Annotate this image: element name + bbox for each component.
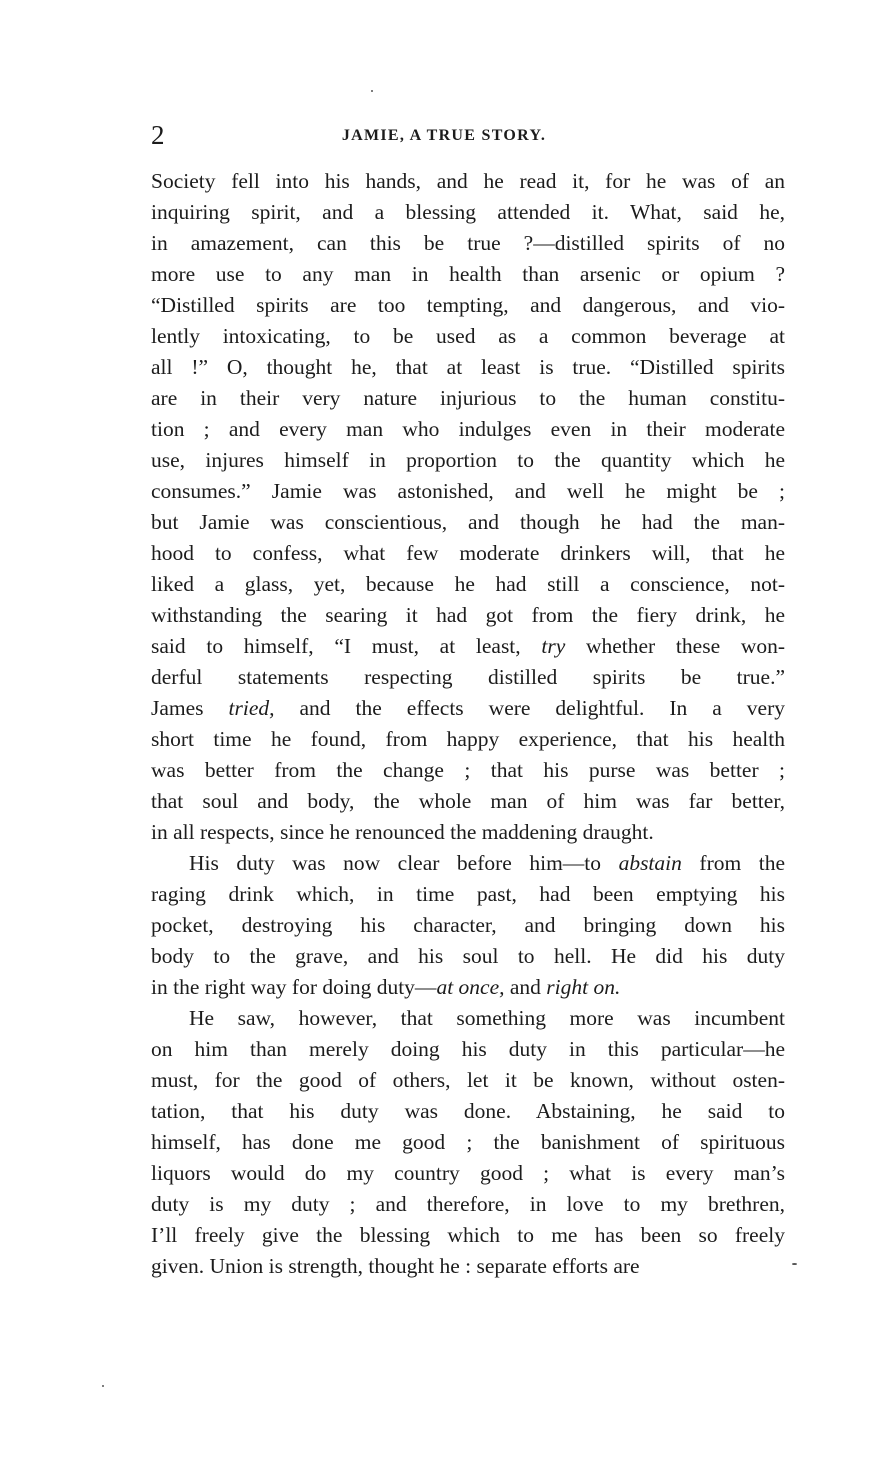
- italic-text: right on.: [546, 975, 621, 999]
- text-line: [151, 476, 785, 507]
- text-line: [151, 414, 785, 445]
- body-text: [151, 166, 785, 1282]
- text-line: [151, 290, 785, 321]
- ink-speck: [102, 1385, 104, 1387]
- text-line: [151, 910, 785, 941]
- text-line: [151, 383, 785, 414]
- text-span: and: [504, 975, 547, 999]
- ink-speck: [371, 90, 373, 92]
- text-span: in the right way for doing duty—: [151, 975, 437, 999]
- text-line: [151, 1065, 785, 1096]
- running-title: JAMIE, A TRUE STORY.: [341, 127, 547, 144]
- text-span: whether these won-: [565, 634, 786, 658]
- text-span: He saw, however, that something more was incumbent: [189, 1006, 785, 1030]
- text-line: [151, 1096, 785, 1127]
- text-span: “Distilled spirits are too tempting, and dangerous, and vio-: [151, 293, 785, 317]
- text-span: said to himself, “I must, at least,: [151, 634, 542, 658]
- text-span: from the: [681, 851, 785, 875]
- text-line: [151, 972, 785, 1003]
- text-line: [151, 197, 785, 228]
- text-line: [151, 259, 785, 290]
- text-span: are in their very nature injurious to the human constitu-: [151, 386, 785, 410]
- text-span: given. Union is strength, thought he : separate efforts are: [151, 1254, 640, 1278]
- text-span: consumes.” Jamie was astonished, and well he might be ;: [151, 479, 785, 503]
- text-line: [151, 879, 785, 910]
- text-line: [151, 507, 785, 538]
- text-line: [151, 321, 785, 352]
- text-line: [151, 352, 785, 383]
- text-span: His duty was now clear before him—to: [189, 851, 619, 875]
- text-line: [151, 569, 785, 600]
- text-span: must, for the good of others, let it be known, without osten-: [151, 1068, 785, 1092]
- text-span: body to the grave, and his soul to hell. He did his duty: [151, 944, 785, 968]
- text-line: [151, 1127, 785, 1158]
- text-line: [151, 724, 785, 755]
- text-span: hood to confess, what few moderate drinkers will, that he: [151, 541, 785, 565]
- text-span: Society fell into his hands, and he read it, for he was of an: [151, 169, 785, 193]
- text-span: was better from the change ; that his purse was better ;: [151, 758, 785, 782]
- text-span: James: [151, 696, 229, 720]
- text-span: duty is my duty ; and therefore, in love to my brethren,: [151, 1192, 785, 1216]
- text-span: on him than merely doing his duty in this particular—he: [151, 1037, 785, 1061]
- text-span: in all respects, since he renounced the maddening draught.: [151, 820, 654, 844]
- text-line: [151, 1251, 785, 1282]
- text-line: [151, 600, 785, 631]
- text-span: more use to any man in health than arsenic or opium ?: [151, 262, 785, 286]
- text-line: [151, 693, 785, 724]
- page-number: 2: [151, 120, 165, 150]
- text-span: I’ll freely give the blessing which to me has been so freely: [151, 1223, 785, 1247]
- text-span: use, injures himself in proportion to the quantity which he: [151, 448, 785, 472]
- text-line: [151, 941, 785, 972]
- text-span: and the effects were delightful. In a very: [274, 696, 785, 720]
- text-span: all !” O, thought he, that at least is true. “Distilled spirits: [151, 355, 785, 379]
- text-line: [151, 817, 785, 848]
- text-line: [151, 1189, 785, 1220]
- text-span: raging drink which, in time past, had been emptying his: [151, 882, 785, 906]
- text-span: withstanding the searing it had got from the fiery drink, he: [151, 603, 785, 627]
- text-line: [151, 848, 785, 879]
- italic-text: tried,: [228, 696, 275, 720]
- text-line: [151, 1158, 785, 1189]
- text-span: lently intoxicating, to be used as a common beverage at: [151, 324, 785, 348]
- text-line: [151, 166, 785, 197]
- text-span: but Jamie was conscientious, and though he had the man-: [151, 510, 785, 534]
- text-line: [151, 1034, 785, 1065]
- italic-text: try: [541, 634, 566, 658]
- text-line: [151, 538, 785, 569]
- text-span: liked a glass, yet, because he had still a conscience, not-: [151, 572, 785, 596]
- text-span: in amazement, can this be true ?—distilled spirits of no: [151, 231, 785, 255]
- text-span: derful statements respecting distilled spirits be true.”: [151, 665, 785, 689]
- italic-text: at once,: [436, 975, 505, 999]
- text-span: inquiring spirit, and a blessing attended it. What, said he,: [151, 200, 785, 224]
- text-line: [151, 631, 785, 662]
- text-line: [151, 755, 785, 786]
- text-span: liquors would do my country good ; what is every man’s: [151, 1161, 785, 1185]
- text-line: [151, 228, 785, 259]
- ink-speck: [792, 1263, 797, 1265]
- italic-text: abstain: [618, 851, 682, 875]
- text-line: [151, 786, 785, 817]
- text-line: [151, 1003, 785, 1034]
- text-line: [151, 662, 785, 693]
- text-span: tion ; and every man who indulges even in their moderate: [151, 417, 785, 441]
- text-span: that soul and body, the whole man of him was far better,: [151, 789, 785, 813]
- text-span: short time he found, from happy experience, that his health: [151, 727, 785, 751]
- text-span: tation, that his duty was done. Abstaining, he said to: [151, 1099, 785, 1123]
- text-line: [151, 1220, 785, 1251]
- text-span: himself, has done me good ; the banishment of spirituous: [151, 1130, 785, 1154]
- text-line: [151, 445, 785, 476]
- text-span: pocket, destroying his character, and bringing down his: [151, 913, 785, 937]
